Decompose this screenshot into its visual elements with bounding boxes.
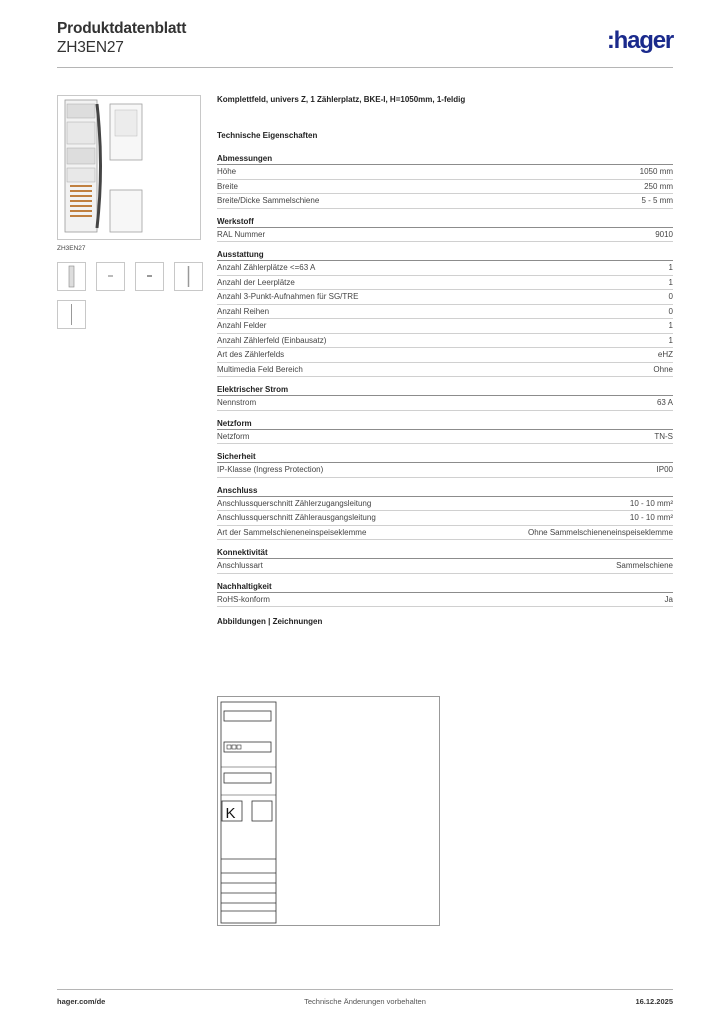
- section-title: Abmessungen: [217, 153, 673, 165]
- property-row: [217, 276, 673, 291]
- property-value: 0: [668, 306, 673, 316]
- property-label: Nennstrom: [217, 398, 257, 407]
- property-section: [217, 384, 673, 411]
- panel-thumb-icon: [58, 263, 85, 290]
- meter-panel-drawing-icon: [218, 697, 439, 925]
- section-title: Netzform: [217, 418, 673, 430]
- property-row: [217, 261, 673, 276]
- product-images: [57, 95, 203, 329]
- property-value: Ohne Sammelschieneneinspeiseklemme: [528, 527, 673, 537]
- thumbnail-5[interactable]: [57, 300, 86, 329]
- page-header: [57, 20, 673, 68]
- section-title: Konnektivität: [217, 547, 673, 559]
- property-section: [217, 153, 673, 209]
- property-value: 10 - 10 mm²: [629, 498, 673, 508]
- property-value: Ja: [664, 594, 673, 604]
- property-label: Anschlussquerschnitt Zählerausgangsleitung: [217, 513, 376, 522]
- thumbnail-gallery: [57, 262, 203, 329]
- property-label: Anzahl Reihen: [217, 306, 270, 316]
- section-title: Nachhaltigkeit: [217, 581, 673, 593]
- property-label: Anzahl Felder: [217, 321, 267, 330]
- website-link[interactable]: hager.com/de: [57, 997, 106, 1006]
- image-caption: ZH3EN27: [57, 245, 86, 252]
- property-label: Anzahl Zählerfeld (Einbausatz): [217, 335, 327, 345]
- property-row: [217, 396, 673, 411]
- property-value: Sammelschiene: [616, 561, 673, 570]
- property-value: 1: [668, 335, 673, 345]
- property-row: [217, 165, 673, 180]
- property-row: [217, 559, 673, 574]
- section-title: Werkstoff: [217, 216, 673, 228]
- side-view-thumb-icon: [175, 263, 202, 290]
- property-value: 10 - 10 mm²: [629, 513, 673, 522]
- property-value: 63 A: [656, 398, 673, 407]
- page-footer: [57, 997, 673, 1009]
- technical-properties-heading: Technische Eigenschaften: [217, 131, 318, 140]
- property-value: Ohne: [653, 364, 673, 374]
- property-value: 9010: [655, 229, 673, 239]
- footer-date: 16.12.2025: [635, 997, 673, 1006]
- property-row: [217, 593, 673, 608]
- meter-panel-photo-icon: [58, 96, 200, 239]
- property-row: [217, 290, 673, 305]
- product-description: Komplettfeld, univers Z, 1 Zählerplatz, BKE-I, H=1050mm, 1-feldig: [217, 95, 466, 104]
- property-label: Höhe: [217, 167, 237, 176]
- property-label: Anschlussart: [217, 561, 263, 570]
- property-label: Art des Zählerfelds: [217, 350, 285, 359]
- product-main-image[interactable]: [57, 95, 201, 240]
- property-row: [217, 334, 673, 349]
- property-label: Anzahl der Leerplätze: [217, 277, 295, 287]
- drawings-heading: Abbildungen | Zeichnungen: [217, 617, 323, 626]
- property-label: Art der Sammelschieneneinspeiseklemme: [217, 527, 367, 537]
- drawing-k-label: K: [225, 805, 236, 822]
- section-title: Elektrischer Strom: [217, 384, 673, 396]
- property-section: [217, 216, 673, 243]
- product-code: ZH3EN27: [57, 39, 124, 56]
- section-title: Sicherheit: [217, 451, 673, 463]
- property-row: [217, 348, 673, 363]
- property-value: 1: [668, 321, 673, 330]
- property-label: Breite/Dicke Sammelschiene: [217, 196, 320, 205]
- product-details: [217, 95, 673, 633]
- property-row: [217, 511, 673, 526]
- footer-disclaimer: Technische Änderungen vorbehalten: [304, 997, 426, 1006]
- property-value: 0: [668, 292, 673, 301]
- property-row: [217, 180, 673, 195]
- property-row: [217, 228, 673, 243]
- property-label: Anzahl 3-Punkt-Aufnahmen für SG/TRE: [217, 292, 359, 301]
- thumbnail-3[interactable]: [135, 262, 164, 291]
- property-value: 1: [668, 277, 673, 287]
- property-label: Anschlussquerschnitt Zählerzugangsleitung: [217, 498, 372, 508]
- thumbnail-2[interactable]: [96, 262, 125, 291]
- property-section: [217, 451, 673, 478]
- property-value: eHZ: [657, 350, 673, 359]
- property-value: 1050 mm: [639, 167, 673, 176]
- property-label: Netzform: [217, 431, 250, 441]
- property-label: IP-Klasse (Ingress Protection): [217, 465, 324, 474]
- property-value: 1: [668, 263, 673, 272]
- property-row: [217, 363, 673, 378]
- property-row: [217, 463, 673, 478]
- property-row: [217, 430, 673, 445]
- section-title: Ausstattung: [217, 249, 673, 261]
- property-label: RoHS-konform: [217, 594, 270, 604]
- thumbnail-1[interactable]: [57, 262, 86, 291]
- thumbnail-4[interactable]: [174, 262, 203, 291]
- property-row: [217, 319, 673, 334]
- side-view-thumb-icon: [58, 301, 85, 328]
- technical-drawing: [217, 696, 440, 926]
- property-row: [217, 526, 673, 541]
- property-value: 5 - 5 mm: [641, 196, 673, 205]
- property-value: 250 mm: [644, 181, 673, 191]
- cover-thumb-icon: [136, 263, 163, 290]
- property-row: [217, 497, 673, 512]
- property-label: Anzahl Zählerplätze <=63 A: [217, 263, 316, 272]
- technical-properties: [217, 153, 673, 607]
- property-label: Multimedia Feld Bereich: [217, 364, 303, 374]
- cover-thumb-icon: [97, 263, 124, 290]
- section-title: Anschluss: [217, 485, 673, 497]
- property-section: [217, 581, 673, 608]
- property-label: Breite: [217, 181, 238, 191]
- document-title: Produktdatenblatt: [57, 20, 187, 37]
- header-divider: [57, 67, 673, 68]
- property-section: [217, 249, 673, 377]
- footer-divider: [57, 989, 673, 990]
- property-value: TN-S: [654, 431, 673, 441]
- property-section: [217, 418, 673, 445]
- property-section: [217, 547, 673, 574]
- property-label: RAL Nummer: [217, 229, 266, 239]
- hager-logo: :hager: [606, 27, 673, 54]
- property-row: [217, 194, 673, 209]
- property-section: [217, 485, 673, 541]
- property-row: [217, 305, 673, 320]
- property-value: IP00: [656, 465, 673, 474]
